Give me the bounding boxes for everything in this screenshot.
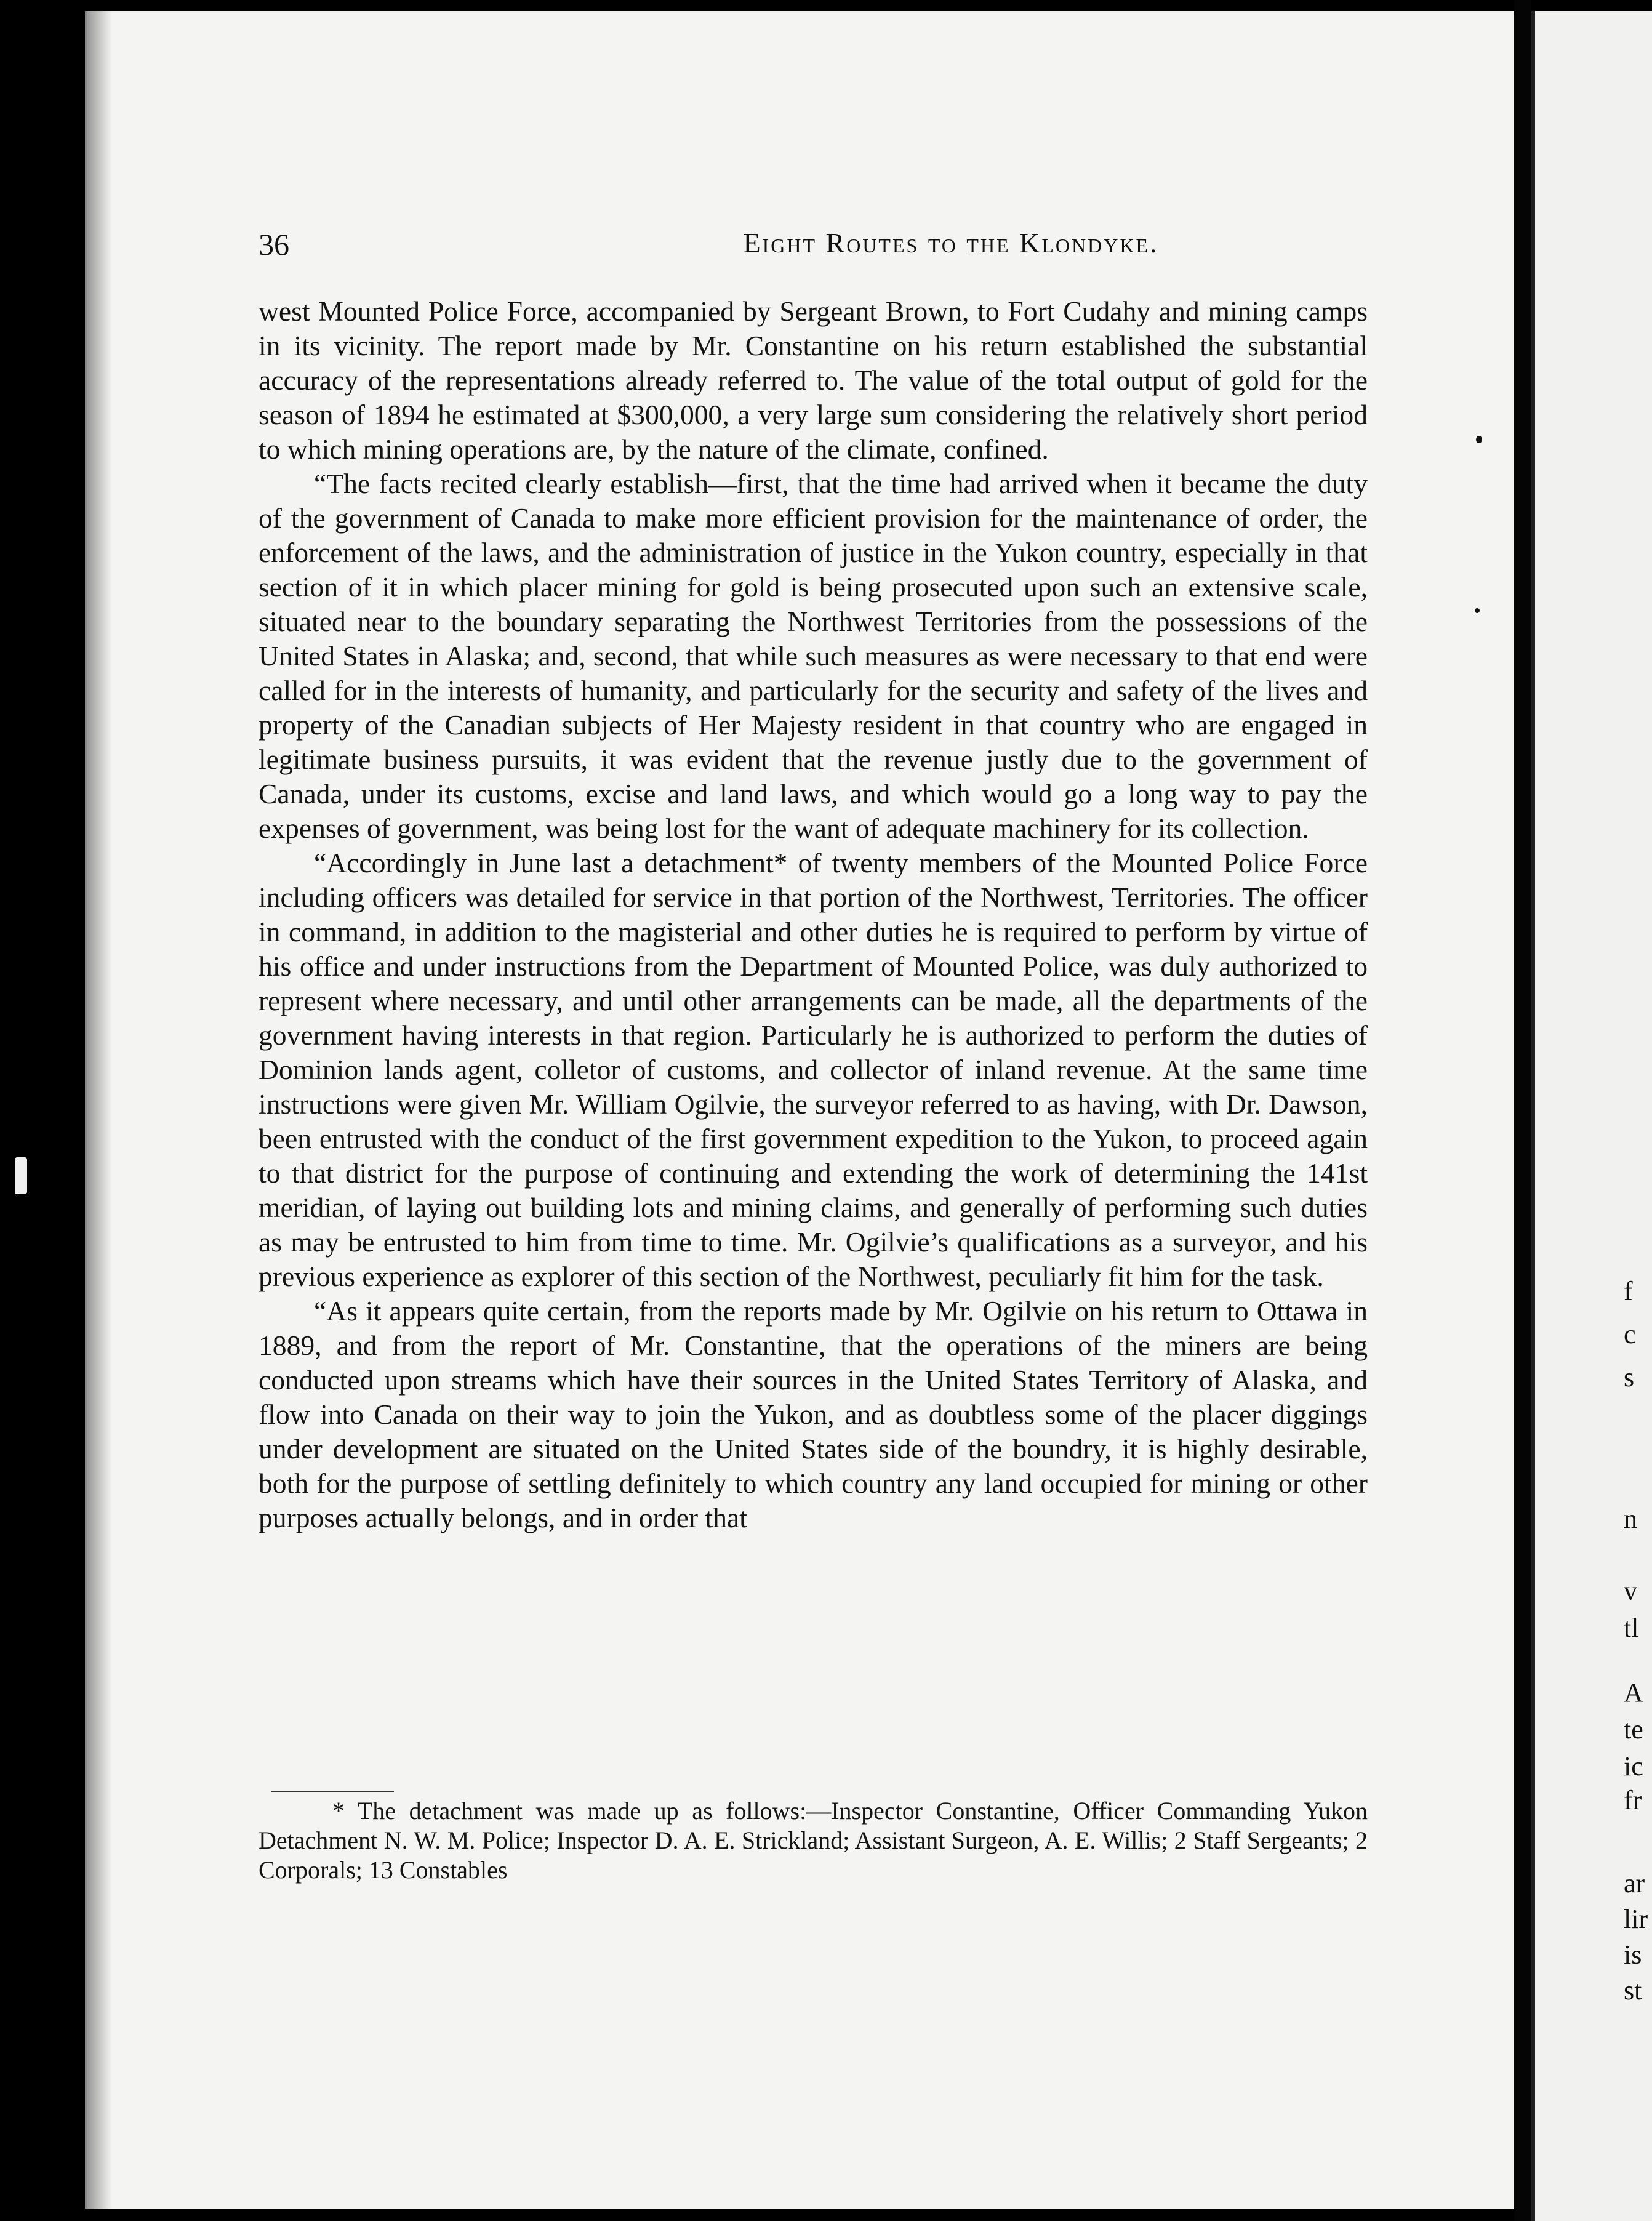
paragraph: west Mounted Police Force, accompanied by Sergeant Brown, to Fort Cudahy and mining camps in its vicinity. The report made by Mr. Constantine on his return established the substantial accuracy of the representations already referred to. The value of the total output of gold for the season of 1894 he estimated at $300,000, a very large sum considering the relatively short period to which mining operations are, by the nature of the climate, confined. bbox=[259, 295, 1368, 465]
scan-speck bbox=[15, 1157, 27, 1194]
facing-fragment: fr bbox=[1624, 1785, 1642, 1815]
facing-fragment: st bbox=[1624, 1975, 1642, 2006]
body-text bbox=[259, 294, 1368, 1535]
paragraph: “As it appears quite certain, from the reports made by Mr. Ogilvie on his return to Ottawa in 1889, and from the report of Mr. Constantine, that the operations of the miners are being conducted upon streams which have their sources in the United States Territory of Alaska, and flow into Canada on their way to join the Yukon, and as doubtless some of the placer diggings under development are situated on the United States side of the boundry, it is highly desirable, both for the purpose of settling definitely to which country any land occupied for mining or other purposes actually belongs, and in order that bbox=[259, 1295, 1368, 1533]
facing-fragment: s bbox=[1624, 1362, 1635, 1392]
book-gutter bbox=[1514, 0, 1531, 2221]
page-number: 36 bbox=[259, 227, 289, 262]
paragraph: “Accordingly in June last a detachment* of twenty members of the Mounted Police Force including officers was detailed for service in that portion of the Northwest, Territories. The officer in command, in addition to the magisterial and other duties he is required to perform by virtue of his office and under instructions from the Department of Mounted Police, was duly authorized to represent where necessary, and until other arrangements can be made, all the departments of the government having interests in that region. Particularly he is authorized to perform the duties of Dominion lands agent, colletor of customs, and collector of inland revenue. At the same time instructions were given Mr. William Ogilvie, the surveyor referred to as having, with Dr. Dawson, been entrusted with the conduct of the first government expedition to the Yukon, to proceed again to that district for the purpose of continuing and extending the work of determining the 141st meridian, of laying out building lots and mining claims, and generally of performing such duties as may be entrusted to him from time to time. Mr. Ogilvie’s qualifications as a surveyor, and his previous experience as explorer of this section of the Northwest, peculiarly fit him for the task. bbox=[259, 847, 1368, 1292]
facing-page-border bbox=[1531, 11, 1535, 2221]
facing-fragment: te bbox=[1624, 1714, 1643, 1745]
facing-fragment: A bbox=[1624, 1677, 1643, 1708]
footnote-rule bbox=[271, 1791, 394, 1792]
page-shadow bbox=[87, 11, 112, 2209]
facing-fragment: lir bbox=[1624, 1904, 1648, 1934]
facing-fragment: v bbox=[1624, 1576, 1637, 1606]
facing-fragment: tl bbox=[1624, 1613, 1639, 1643]
running-head: Eight Routes to the Klondyke. bbox=[743, 227, 1159, 259]
facing-fragment: is bbox=[1624, 1940, 1642, 1970]
facing-fragment: ar bbox=[1624, 1868, 1645, 1898]
facing-fragment: f bbox=[1624, 1276, 1633, 1306]
facing-fragment: n bbox=[1624, 1504, 1637, 1534]
facing-fragment: ic bbox=[1624, 1751, 1643, 1781]
scan-speck bbox=[1475, 608, 1480, 613]
paragraph: “The facts recited clearly establish—first, that the time had arrived when it became the duty of the government of Canada to make more efficient provision for the maintenance of order, the enforcement of the laws, and the administration of justice in the Yukon country, especially in that section of it in which placer mining for gold is being prosecuted upon such an extensive scale, situated near to the boundary separating the Northwest Territories from the possessions of the United States in Alaska; and, second, that while such measures as were necessary to that end were called for in the interests of humanity, and particularly for the security and safety of the lives and property of the Canadian subjects of Her Majesty resident in that country who are engaged in legitimate business pursuits, it was evident that the revenue justly due to the government of Canada, under its customs, excise and land laws, and which would go a long way to pay the expenses of government, was being lost for the want of adequate machinery for its collection. bbox=[259, 468, 1368, 844]
scan-speck bbox=[1476, 436, 1482, 443]
footnote: * The detachment was made up as follows:—Inspector Constantine, Officer Commanding Yukon Detachment N. W. M. Police; Inspector D. A. E. Strickland; Assistant Surgeon, A. E. Willis; 2 Staff Sergeants; 2 Corporals; 13 Constables bbox=[259, 1797, 1368, 1884]
facing-page-edge bbox=[1531, 11, 1652, 2221]
facing-fragment: c bbox=[1624, 1319, 1636, 1349]
page-header bbox=[259, 227, 1385, 263]
